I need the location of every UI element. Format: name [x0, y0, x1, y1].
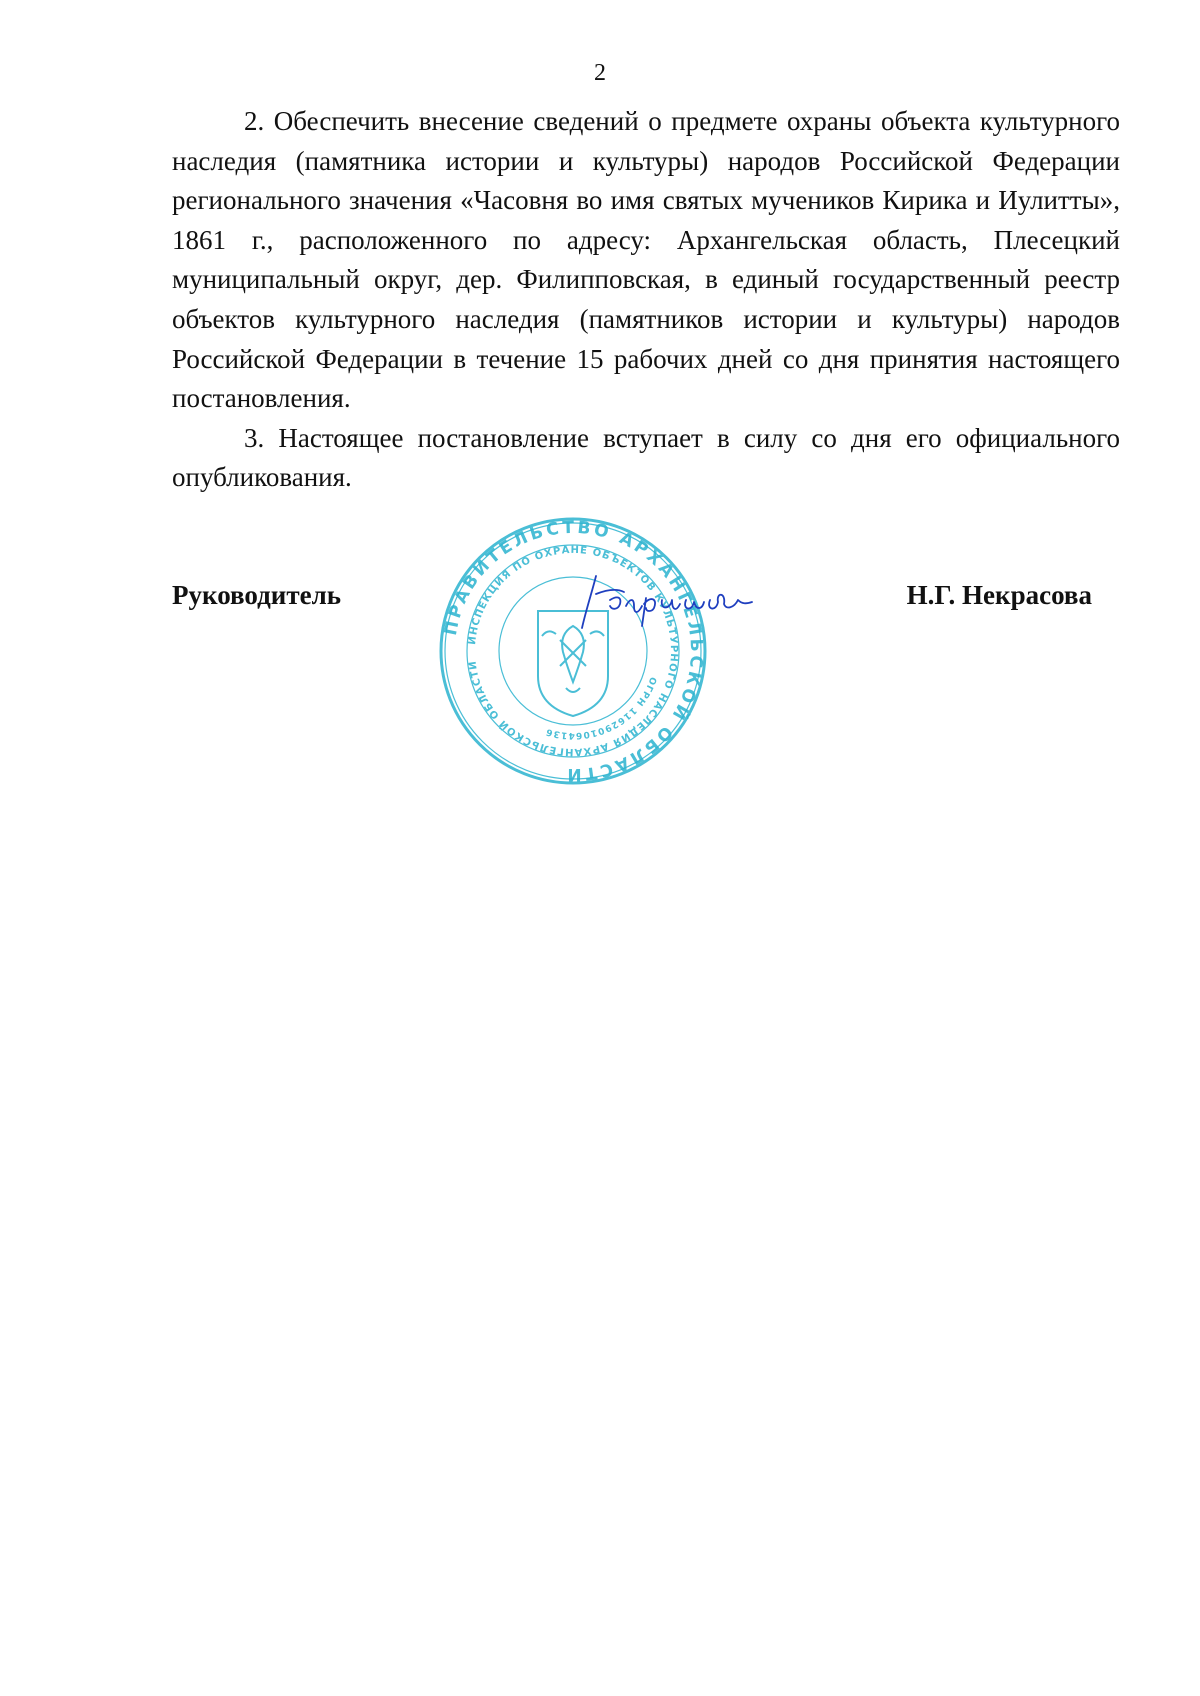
handwritten-signature: [576, 570, 756, 630]
official-seal: [438, 516, 708, 786]
signatory-title: Руководитель: [172, 580, 342, 610]
seal-outer-text: ПРАВИТЕЛЬСТВО АРХАНГЕЛЬСКОЙ ОБЛАСТИ: [440, 517, 707, 785]
paragraph-3: 3. Настоящее постановление вступает в силу со дня его официального опубликования.: [172, 422, 1120, 493]
seal-inner-text: ИНСПЕКЦИЯ ПО ОХРАНЕ ОБЪЕКТОВ КУЛЬТУРНОГО НАСЛЕДИЯ АРХАНГЕЛЬСКОЙ ОБЛАСТИ: [467, 544, 680, 758]
signatory-name: Н.Г. Некрасова: [906, 580, 1092, 610]
seal-code-text: ОГРН 1162901064136: [544, 675, 658, 741]
document-body: [172, 102, 1120, 498]
paragraph-2: 2. Обеспечить внесение сведений о предмете охраны объекта культурного наследия (памятника истории и культуры) народов Российской Федерации регионального значения «Часовня во имя святых мучеников Кирика и Иулитты», 1861 г., расположенного по адресу: Архангельская область, Плесецкий муниципальный округ, дер. Филипповская, в единый государственный реестр объектов культурного наследия (памятников истории и культуры) народов Российской Федерации в течение 15 рабочих дней со дня принятия настоящего постановления.: [172, 106, 1120, 414]
page-number: 2: [594, 60, 606, 86]
